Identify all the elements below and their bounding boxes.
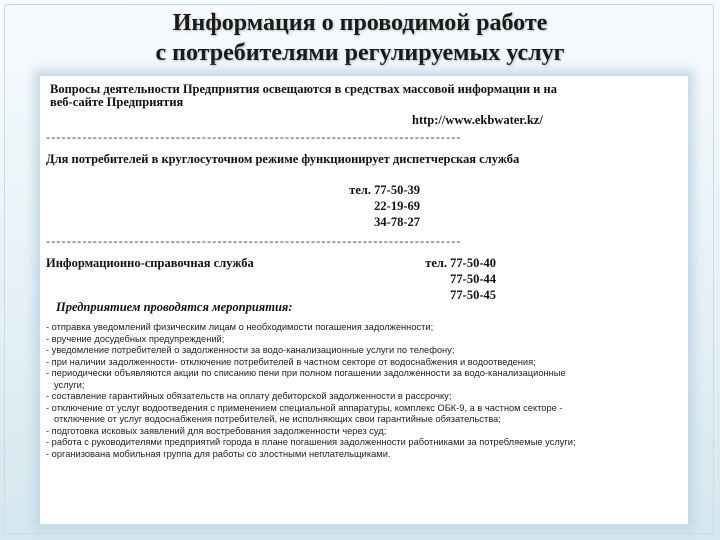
- media-text-line-2: веб-сайте Предприятия: [50, 95, 184, 109]
- info-phone-3: 77-50-45: [450, 288, 496, 302]
- slide-title: [40, 8, 680, 68]
- separator-2: --------------------------------------------------------------------------------: [46, 236, 462, 246]
- dispatch-phones: [320, 182, 420, 230]
- dispatch-phone-3: 34-78-27: [374, 215, 420, 229]
- list-item: - вручение досудебных предупреждений;: [46, 333, 225, 344]
- info-phone-2: 77-50-44: [450, 272, 496, 286]
- dispatch-phone-1: тел. 77-50-39: [349, 183, 420, 197]
- content-panel: [40, 76, 688, 524]
- title-line-2: с потребителями регулируемых услуг: [155, 40, 565, 66]
- separator-1: --------------------------------------------------------------------------------: [46, 132, 462, 142]
- info-phone-1: тел. 77-50-40: [425, 256, 496, 270]
- list-item: - подготовка исковых заявлений для востребования задолженности через суд;: [46, 425, 387, 436]
- list-item: - отправка уведомлений физическим лицам о необходимости погашения задолженности;: [46, 322, 434, 332]
- list-item: - организована мобильная группа для работы со злостными неплательщиками.: [46, 448, 391, 459]
- list-item: услуги;: [54, 379, 85, 390]
- dispatch-phone-2: 22-19-69: [374, 199, 420, 213]
- list-item: - составление гарантийных обязательств на оплату дебиторской задолженности в рассрочку;: [46, 391, 452, 401]
- list-item: - при наличии задолженности- отключение потребителей в частном секторе от водоснабжения и водоотведения;: [46, 356, 536, 367]
- list-item: - периодически объявляются акции по списанию пени при полном погашении задолженности за водо-канализационные: [46, 368, 566, 378]
- media-text-line-1: Вопросы деятельности Предприятия освещаются в средствах массовой информации и на: [50, 82, 557, 96]
- list-item: отключение от услуг водоснабжения потребителей, не исполняющих свои гарантийные обязательства;: [54, 414, 501, 424]
- measures-list: [46, 322, 676, 460]
- dispatch-text: Для потребителей в круглосуточном режиме функционирует диспетчерская служба: [46, 152, 520, 166]
- measures-heading: Предприятием проводятся мероприятия:: [56, 300, 293, 314]
- list-item: - уведомление потребителей о задолженности за водо-канализационные услуги по телефону;: [46, 345, 455, 355]
- info-service-label: Информационно-справочная служба: [46, 256, 254, 270]
- list-item: - отключение от услуг водоотведения с применением специальной аппаратуры, комплекс ОБК-9, а в частном секторе -: [46, 402, 563, 413]
- title-line-1: Информация о проводимой работе: [172, 10, 548, 36]
- list-item: - работа с руководителями предприятий города в плане погашения задолженности работниками за потребляемые услуги;: [46, 437, 576, 447]
- website-link[interactable]: http://www.ekbwater.kz/: [412, 113, 543, 127]
- info-service-phones: [396, 255, 496, 303]
